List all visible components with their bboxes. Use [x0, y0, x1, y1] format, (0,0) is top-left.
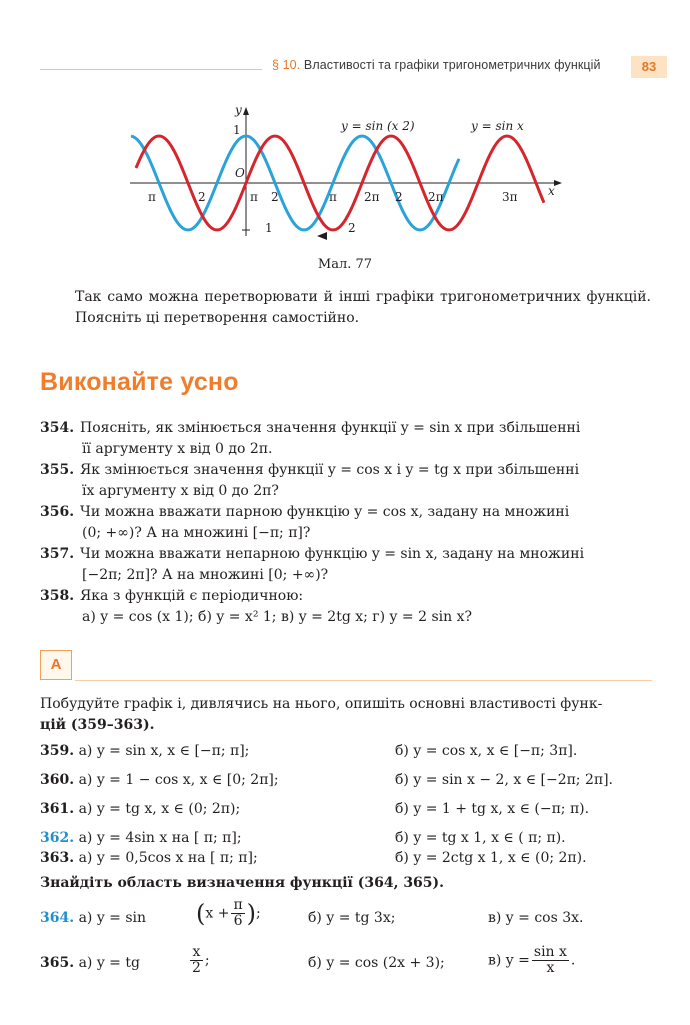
- exercise-number: 357.: [40, 546, 75, 562]
- exercise-text: Чи можна вважати непарною функцію y = sin x, задану на множині: [80, 546, 585, 562]
- option-b: б) y = cos (2x + 3);: [308, 955, 445, 971]
- section-heading: Виконайте усно: [40, 368, 239, 396]
- header-rule: [40, 69, 262, 70]
- exercise-number: 364.: [40, 910, 75, 926]
- y-axis-label: y: [235, 103, 242, 117]
- fraction-numerator: x: [190, 945, 203, 961]
- y-one-label: 1: [233, 123, 241, 137]
- exercise-number: 358.: [40, 588, 75, 604]
- exercise-357: [40, 544, 652, 586]
- option-a-prefix: а) y = tg: [78, 955, 140, 971]
- fraction-denominator: x: [546, 960, 555, 976]
- exercise-number: 361.: [40, 801, 75, 817]
- domain-task: Знайдіть область визначення функції (364, 365).: [40, 875, 445, 891]
- x-tick-label: 2π: [428, 190, 444, 204]
- x-tick-label: π: [148, 190, 156, 204]
- exercise-number: 356.: [40, 504, 75, 520]
- x-tick-label: 2: [198, 190, 206, 204]
- exercise-number: 354.: [40, 420, 75, 436]
- shifted-curve-label: y = sin (x 2): [341, 119, 415, 133]
- running-header: [272, 58, 601, 72]
- exercise-363: [40, 848, 652, 868]
- page-number: 83: [631, 56, 667, 78]
- option-b: б) y = 1 + tg x, x ∈ (−π; π).: [395, 801, 590, 817]
- fraction-numerator: π: [233, 897, 243, 913]
- option-c: в) y = cos 3x.: [488, 910, 584, 926]
- option-b: б) y = sin x − 2, x ∈ [−2π; 2π].: [395, 772, 613, 788]
- option-a: а) y = sin x, x ∈ [−π; π];: [78, 743, 250, 759]
- x-tick-label: π: [250, 190, 258, 204]
- option-b: б) y = tg x 1, x ∈ ( π; π).: [395, 830, 566, 846]
- section-a-intro: [40, 694, 652, 736]
- explanation-paragraph: Так само можна перетворювати й інші графіки тригонометричних функцій. Поясніть ці перетворення самостійно.: [75, 289, 651, 326]
- x-tick-label: 2: [271, 190, 279, 204]
- exercise-359: [40, 741, 652, 761]
- exercise-365: [40, 945, 652, 989]
- section-title: Властивості та графіки тригонометричних функцій: [303, 58, 601, 72]
- exercise-356: [40, 502, 652, 544]
- exercise-text: Поясніть, як змінюється значення функції y = sin x при збільшенні: [80, 420, 581, 436]
- exercise-362: [40, 828, 652, 848]
- x-tick-label: 2π: [364, 190, 380, 204]
- shift-arrow-icon: [317, 232, 327, 240]
- intro-text: цій (359–363).: [40, 717, 155, 733]
- origin-label: O: [235, 166, 245, 180]
- fraction-denominator: 6: [233, 913, 243, 929]
- fraction-numerator: sin x: [533, 944, 567, 960]
- exercise-364: [40, 898, 652, 942]
- option-a-end: ;: [204, 952, 210, 969]
- exercise-358: [40, 586, 652, 628]
- fraction-denominator: 2: [192, 960, 201, 976]
- level-a-rule: [75, 680, 652, 681]
- exercise-text: Чи можна вважати парною функцію y = cos x, задану на множині: [80, 504, 570, 520]
- option-a: а) y = 4sin x на [ π; π];: [78, 830, 242, 846]
- y-minus-one-label: 1: [265, 221, 273, 235]
- exercise-number: 355.: [40, 462, 75, 478]
- section-number: § 10.: [272, 58, 301, 72]
- exercise-number: 362.: [40, 830, 75, 846]
- option-c-end: .: [570, 952, 576, 969]
- figure-caption: Мал. 77: [317, 257, 373, 272]
- exercise-355: [40, 460, 652, 502]
- option-b: б) y = tg 3x;: [308, 910, 396, 926]
- exercise-number: 363.: [40, 850, 75, 866]
- x-axis-arrow-icon: [554, 180, 562, 186]
- x-tick-label: 2: [395, 190, 403, 204]
- y-axis-arrow-icon: [243, 107, 249, 115]
- exercise-text: Як змінюється значення функції y = cos x і y = tg x при збільшенні: [80, 462, 580, 478]
- option-a-end: ;: [256, 905, 261, 922]
- left-paren-icon: (: [196, 899, 206, 928]
- option-b: б) y = 2ctg x 1, x ∈ (0; 2π).: [395, 850, 587, 866]
- option-a: а) y = 1 − cos x, x ∈ [0; 2π];: [78, 772, 279, 788]
- exercise-361: [40, 799, 652, 819]
- option-a-arg: x +: [205, 905, 230, 922]
- exercise-360: [40, 770, 652, 790]
- sine-graph-figure: [115, 98, 575, 248]
- exercise-text: [−2π; 2π]? А на множині [0; +∞)?: [82, 567, 329, 583]
- exercise-text: Яка з функцій є періодичною:: [80, 588, 304, 604]
- shift-label: 2: [348, 221, 356, 235]
- option-a-prefix: а) y = sin: [78, 910, 147, 926]
- right-paren-icon: ): [246, 899, 257, 928]
- exercise-text: (0; +∞)? А на множині [−π; π]?: [82, 525, 311, 541]
- option-a: а) y = 0,5cos x на [ π; π];: [78, 850, 258, 866]
- exercise-354: [40, 418, 652, 460]
- x-tick-label: 3π: [502, 190, 518, 204]
- exercise-number: 365.: [40, 955, 75, 971]
- level-a-badge: А: [40, 650, 72, 680]
- exercise-options: а) y = cos (x 1); б) y = x² 1; в) y = 2tg x; г) y = 2 sin x?: [82, 609, 472, 625]
- exercise-text: їх аргументу x від 0 до 2π?: [82, 483, 279, 499]
- option-b: б) y = cos x, x ∈ [−π; 3π].: [395, 743, 578, 759]
- exercise-number: 360.: [40, 772, 75, 788]
- exercise-text: її аргументу x від 0 до 2π.: [82, 441, 273, 457]
- sin-curve-label: y = sin x: [471, 119, 524, 133]
- option-c-prefix: в) y =: [488, 952, 530, 969]
- x-axis-label: x: [548, 184, 555, 198]
- option-a: а) y = tg x, x ∈ (0; 2π);: [78, 801, 241, 817]
- x-tick-label: π: [329, 190, 337, 204]
- exercise-number: 359.: [40, 743, 75, 759]
- intro-text: Побудуйте графік і, дивлячись на нього, опишіть основні властивості функ-: [40, 696, 603, 712]
